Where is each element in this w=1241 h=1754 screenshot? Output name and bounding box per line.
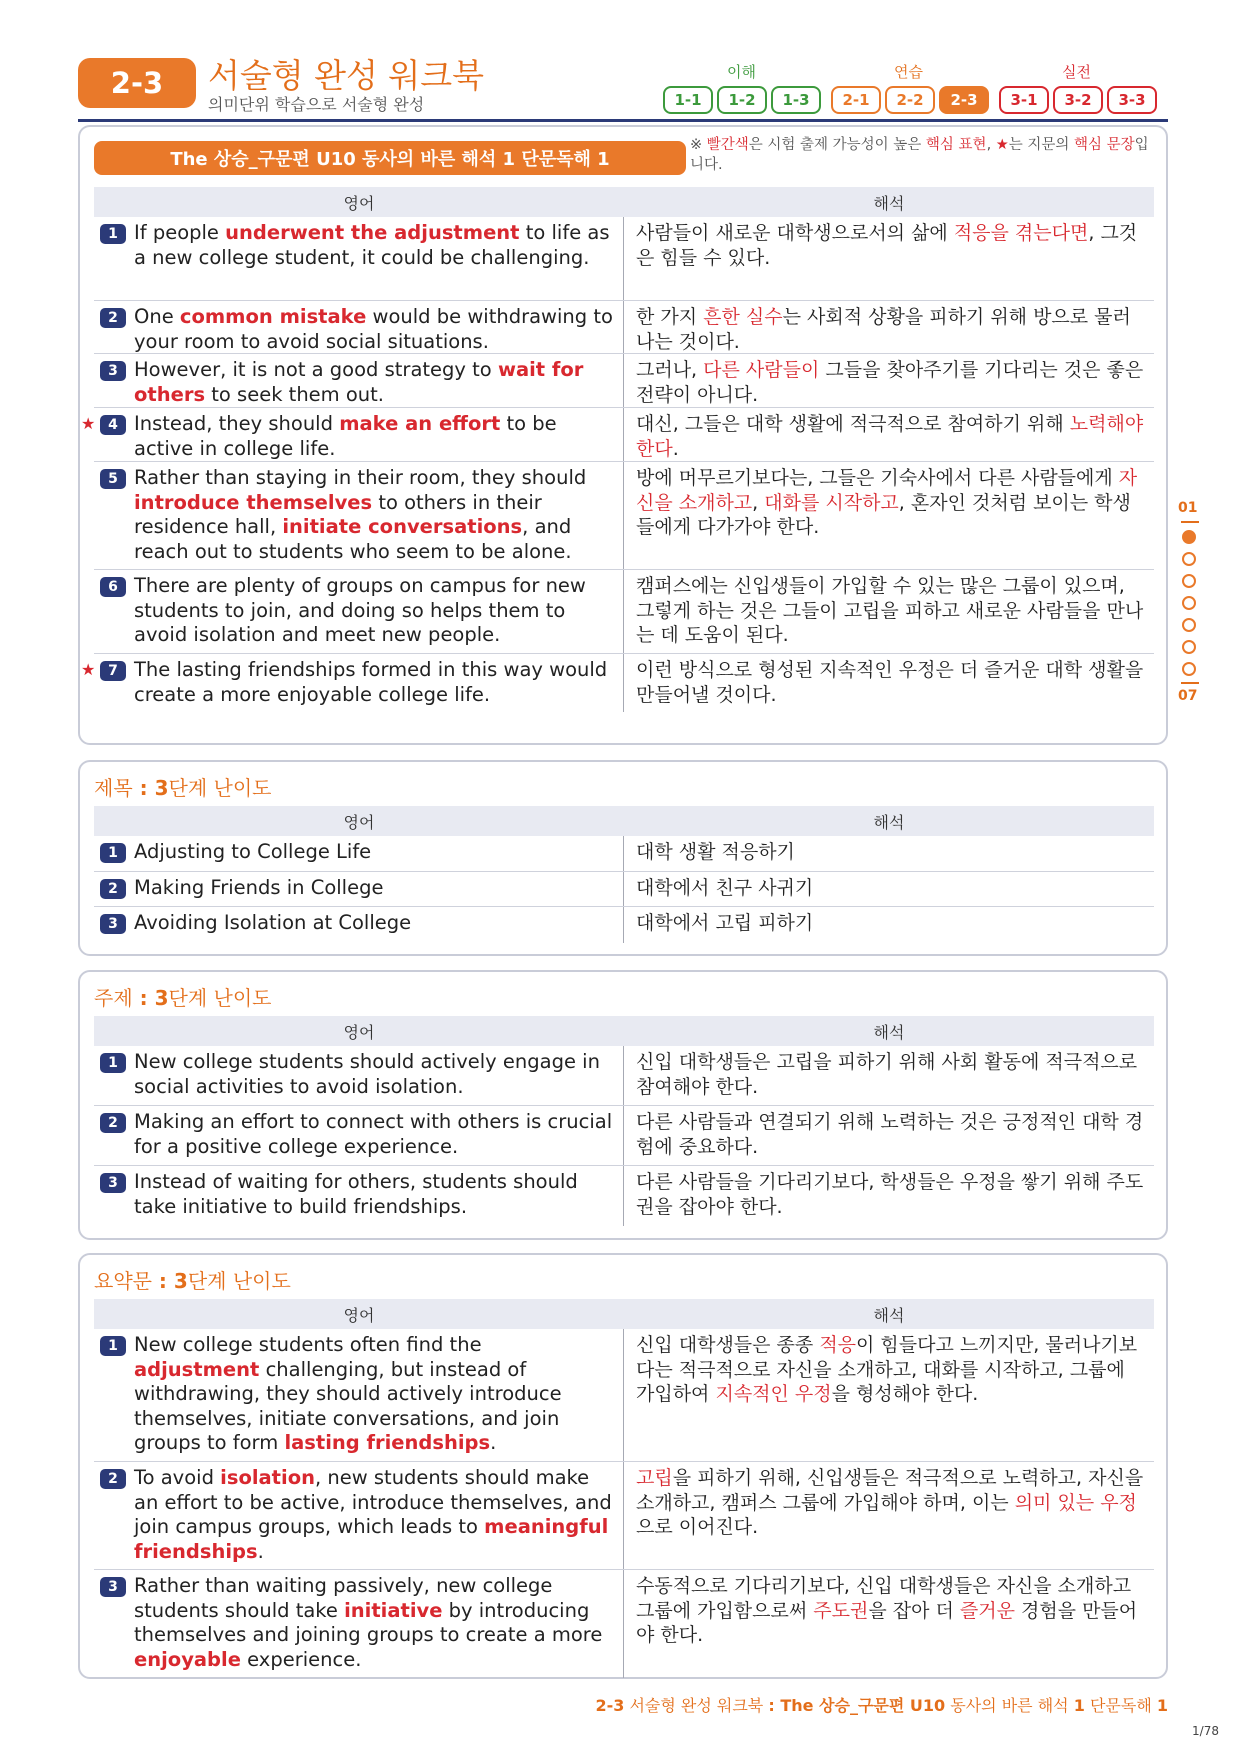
star-icon: ★	[81, 414, 96, 433]
sentence-english: ★ 4 Instead, they should make an effort to be active in college life.	[94, 408, 624, 461]
option-number-badge: 2	[100, 1113, 126, 1133]
column-header-english: 영어	[343, 1305, 375, 1325]
column-header-english: 영어	[343, 1022, 375, 1042]
side-nav-divider	[1181, 521, 1199, 523]
table-row	[94, 907, 1154, 943]
page-dot-5[interactable]	[1182, 618, 1196, 632]
summary-table	[94, 1299, 1154, 1678]
page-dot-6[interactable]	[1182, 640, 1196, 654]
header-divider	[78, 119, 1168, 122]
sentence-number-badge: 7	[100, 661, 126, 681]
star-icon: ★	[81, 660, 96, 679]
sentence-english: 2 One common mistake would be withdrawing to your room to avoid social situations.	[94, 301, 624, 353]
page-dot-4[interactable]	[1182, 596, 1196, 610]
sentence-english: 3 However, it is not a good strategy to wait for others to seek them out.	[94, 354, 624, 407]
step-button-2-3[interactable]: 2-3	[939, 86, 989, 114]
side-nav-divider	[1181, 682, 1199, 684]
option-korean: 다른 사람들과 연결되기 위해 노력하는 것은 긍정적인 대학 경험에 중요하다.	[636, 1111, 1144, 1158]
step-group-label-understand: 이해	[727, 63, 756, 81]
table-header	[94, 1299, 1154, 1329]
sentence-number-badge: 4	[100, 415, 126, 435]
sentence-korean: 그러나, 다른 사람들이 그들을 찾아주기를 기다리는 것은 좋은 전략이 아니다.	[636, 359, 1144, 406]
table-row	[94, 217, 1154, 301]
summary-english: 3 Rather than waiting passively, new college students should take initiative by introducing themselves and joining groups to create a more enjoyable experience.	[94, 1570, 624, 1678]
sentence-korean: 방에 머무르기보다는, 그들은 기숙사에서 다른 사람들에게 자신을 소개하고, 대화를 시작하고, 혼자인 것처럼 보이는 학생들에게 다가가야 한다.	[636, 467, 1138, 538]
table-row	[94, 1462, 1154, 1570]
option-number-badge: 3	[100, 1173, 126, 1193]
sentence-number-badge: 5	[100, 469, 126, 489]
sentence-number-badge: 6	[100, 577, 126, 597]
step-button-3-3[interactable]: 3-3	[1107, 86, 1157, 114]
sentence-english: ★ 7 The lasting friendships formed in this way would create a more enjoyable college life.	[94, 654, 624, 712]
legend-note: ※ 빨간색은 시험 출제 가능성이 높은 핵심 표현, ★는 지문의 핵심 문장입니다.	[690, 137, 1149, 173]
option-korean: 다른 사람들을 기다리기보다, 학생들은 우정을 쌓기 위해 주도권을 잡아야 한다.	[636, 1171, 1144, 1218]
step-button-2-1[interactable]: 2-1	[831, 86, 881, 114]
column-header-korean: 해석	[873, 1305, 905, 1325]
step-button-1-1[interactable]: 1-1	[663, 86, 713, 114]
step-button-2-2[interactable]: 2-2	[885, 86, 935, 114]
option-number-badge: 1	[100, 1336, 126, 1356]
table-row	[94, 1106, 1154, 1166]
table-row	[81, 654, 1154, 712]
option-korean: 대학 생활 적응하기	[636, 841, 795, 863]
step-group-label-practice: 연습	[894, 63, 923, 81]
option-number-badge: 3	[100, 1577, 126, 1597]
side-nav-end-label: 07	[1178, 688, 1198, 704]
page-title: 서술형 완성 워크북	[208, 56, 485, 95]
step-button-3-2[interactable]: 3-2	[1053, 86, 1103, 114]
summary-korean: 신입 대학생들은 종종 적응이 힘들다고 느끼지만, 물러나기보다는 적극적으로 자신을 소개하고, 대화를 시작하고, 그룹에 가입하여 지속적인 우정을 형성해야 한다.	[636, 1334, 1138, 1405]
summary-korean: 고립을 피하기 위해, 신입생들은 적극적으로 노력하고, 자신을 소개하고, 캠퍼스 그룹에 가입해야 하며, 이는 의미 있는 우정으로 이어진다.	[636, 1467, 1144, 1538]
summary-english: 1 New college students often find the adjustment challenging, but instead of withdrawing, they should actively introduce themselves, initiate conversations, and join groups to form lasting friendships.	[94, 1329, 624, 1461]
sentence-english: 6 There are plenty of groups on campus for new students to join, and doing so helps them to avoid isolation and meet new people.	[94, 570, 624, 653]
option-english: 1 Adjusting to College Life	[94, 836, 624, 871]
table-row	[94, 1046, 1154, 1106]
table-row	[94, 872, 1154, 907]
page-dot-7[interactable]	[1182, 662, 1196, 676]
option-korean: 대학에서 친구 사귀기	[636, 877, 814, 899]
sentence-number-badge: 1	[100, 224, 126, 244]
passage-title: The 상승_구문편 U10 동사의 바른 해석 1 단문독해 1	[94, 141, 686, 175]
summary-korean: 수동적으로 기다리기보다, 신입 대학생들은 자신을 소개하고 그룹에 가입함으로써 주도권을 잡아 더 즐거운 경험을 만들어야 한다.	[636, 1575, 1138, 1646]
section-title: 요약문 : 3단계 난이도	[94, 1269, 291, 1293]
option-english: 2 Making Friends in College	[94, 872, 624, 906]
sentence-korean: 캠퍼스에는 신입생들이 가입할 수 있는 많은 그룹이 있으며, 그렇게 하는 것은 그들이 고립을 피하고 새로운 사람들을 만나는 데 도움이 된다.	[636, 575, 1144, 646]
summary-panel	[78, 1253, 1168, 1679]
table-row	[94, 301, 1154, 354]
passage-table	[81, 187, 1154, 712]
table-row	[94, 1570, 1154, 1678]
sentence-korean: 이런 방식으로 형성된 지속적인 우정은 더 즐거운 대학 생활을 만들어낼 것이다.	[636, 659, 1144, 706]
page-subtitle: 의미단위 학습으로 서술형 완성	[208, 95, 425, 114]
sentence-english: 5 Rather than staying in their room, they should introduce themselves to others in their residence hall, initiate conversations, and reach out to students who seem to be alone.	[94, 462, 624, 569]
unit-badge: 2-3	[78, 58, 196, 108]
option-number-badge: 1	[100, 1053, 126, 1073]
table-header	[94, 806, 1154, 836]
step-group-label-real: 실전	[1062, 63, 1091, 81]
page-dot-2[interactable]	[1182, 552, 1196, 566]
topic-table	[94, 1016, 1154, 1226]
option-number-badge: 3	[100, 914, 126, 934]
option-number-badge: 1	[100, 843, 126, 863]
table-row	[94, 1166, 1154, 1226]
option-english: 3 Avoiding Isolation at College	[94, 907, 624, 943]
table-row	[94, 462, 1154, 570]
topic-panel	[78, 970, 1168, 1240]
column-header-english: 영어	[343, 193, 375, 213]
step-button-3-1[interactable]: 3-1	[999, 86, 1049, 114]
section-title: 제목 : 3단계 난이도	[94, 776, 272, 800]
sentence-korean: 사람들이 새로운 대학생으로서의 삶에 적응을 겪는다면, 그것은 힘들 수 있다.	[636, 222, 1138, 269]
sentence-number-badge: 3	[100, 361, 126, 381]
option-english: 2 Making an effort to connect with others is crucial for a positive college experience.	[94, 1106, 624, 1165]
table-row	[81, 408, 1154, 462]
page-number: 1/78	[1192, 1724, 1219, 1738]
table-row	[94, 836, 1154, 872]
passage-panel	[78, 125, 1168, 745]
column-header-korean: 해석	[873, 193, 905, 213]
option-korean: 대학에서 고립 피하기	[636, 912, 814, 934]
star-icon: ★	[995, 137, 1009, 153]
option-number-badge: 2	[100, 1469, 126, 1489]
option-number-badge: 2	[100, 879, 126, 899]
step-button-1-2[interactable]: 1-2	[717, 86, 767, 114]
sentence-english: 1 If people underwent the adjustment to life as a new college student, it could be challenging.	[94, 217, 624, 300]
column-header-korean: 해석	[873, 812, 905, 832]
table-row	[94, 570, 1154, 654]
side-nav-start-label: 01	[1178, 500, 1198, 516]
table-header	[94, 1016, 1154, 1046]
title-panel	[78, 760, 1168, 956]
title-table	[94, 806, 1154, 943]
page-dot-3[interactable]	[1182, 574, 1196, 588]
option-english: 1 New college students should actively engage in social activities to avoid isolation.	[94, 1046, 624, 1105]
step-button-1-3[interactable]: 1-3	[771, 86, 821, 114]
sentence-korean: 한 가지 흔한 실수는 사회적 상황을 피하기 위해 방으로 물러나는 것이다.	[636, 306, 1131, 353]
table-row	[94, 1329, 1154, 1462]
table-header	[94, 187, 1154, 217]
footer-title: 2-3 서술형 완성 워크북 : The 상승_구문편 U10 동사의 바른 해석 1 단문독해 1	[595, 1696, 1168, 1715]
column-header-english: 영어	[343, 812, 375, 832]
summary-english: 2 To avoid isolation, new students should make an effort to be active, introduce themselves, and join campus groups, which leads to meaningful friendships.	[94, 1462, 624, 1569]
page-dot-1[interactable]	[1182, 530, 1196, 544]
sentence-number-badge: 2	[100, 308, 126, 328]
sentence-korean: 대신, 그들은 대학 생활에 적극적으로 참여하기 위해 노력해야 한다.	[636, 413, 1144, 460]
section-title: 주제 : 3단계 난이도	[94, 986, 272, 1010]
option-english: 3 Instead of waiting for others, students should take initiative to build friendships.	[94, 1166, 624, 1226]
table-row	[94, 354, 1154, 408]
column-header-korean: 해석	[873, 1022, 905, 1042]
option-korean: 신입 대학생들은 고립을 피하기 위해 사회 활동에 적극적으로 참여해야 한다.	[636, 1051, 1138, 1098]
